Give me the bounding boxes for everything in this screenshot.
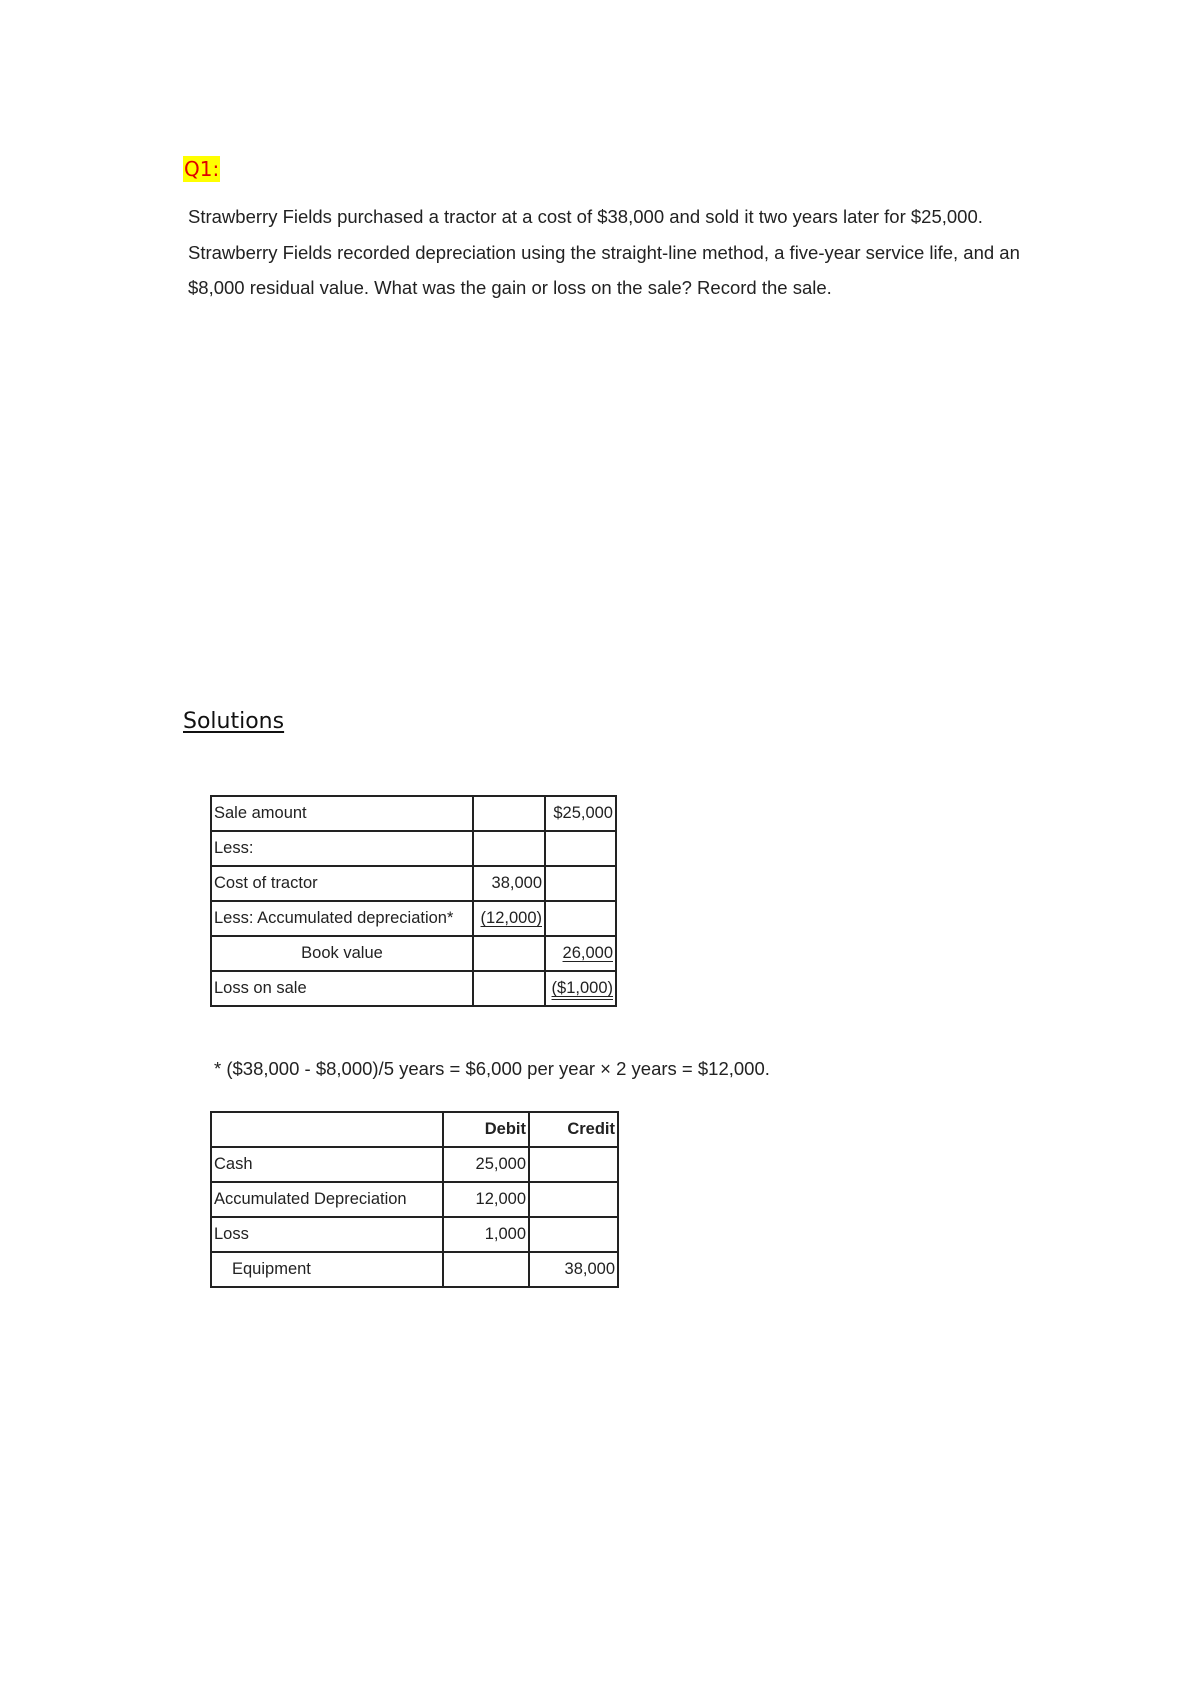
amount-cell	[473, 901, 545, 936]
debit-header: Debit	[443, 1112, 529, 1147]
question-text: Strawberry Fields purchased a tractor at a cost of $38,000 and sold it two years later for $25,000. Strawberry Fields recorded depreciation using the straight-line method, a five-year service life, and an $8,000 residual value. What was the gain or loss on the sale? Record the sale.	[188, 206, 1020, 298]
credit-cell: 38,000	[529, 1252, 618, 1287]
table-row	[211, 1147, 618, 1182]
table-row	[211, 866, 616, 901]
amount-cell	[473, 796, 545, 831]
debit-cell: 12,000	[443, 1182, 529, 1217]
table-row	[211, 936, 616, 971]
loss-amount: ($1,000)	[551, 979, 613, 997]
accumulated-depreciation-amount: (12,000)	[480, 909, 542, 927]
row-label: Cost of tractor	[211, 866, 473, 901]
amount-cell: 38,000	[473, 866, 545, 901]
total-cell	[545, 831, 616, 866]
row-label: Loss on sale	[211, 971, 473, 1006]
credit-cell	[529, 1147, 618, 1182]
row-label: Book value	[211, 936, 473, 971]
journal-entry-table	[210, 1111, 619, 1288]
account-cell: Equipment	[211, 1252, 443, 1287]
table-row	[211, 971, 616, 1006]
credit-cell	[529, 1217, 618, 1252]
row-label: Sale amount	[211, 796, 473, 831]
debit-cell	[443, 1252, 529, 1287]
table-row	[211, 831, 616, 866]
table-row	[211, 796, 616, 831]
amount-cell	[473, 971, 545, 1006]
account-header	[211, 1112, 443, 1147]
credit-cell	[529, 1182, 618, 1217]
depreciation-footnote: * ($38,000 - $8,000)/5 years = $6,000 per year × 2 years = $12,000.	[214, 1058, 770, 1079]
loss-on-sale-table	[210, 795, 617, 1007]
account-cell: Cash	[211, 1147, 443, 1182]
debit-cell: 1,000	[443, 1217, 529, 1252]
amount-cell	[473, 936, 545, 971]
table-row	[211, 1217, 618, 1252]
total-cell	[545, 866, 616, 901]
total-cell	[545, 971, 616, 1006]
total-cell: $25,000	[545, 796, 616, 831]
book-value-amount: 26,000	[562, 944, 613, 962]
table-row	[211, 901, 616, 936]
total-cell	[545, 936, 616, 971]
question-label: Q1:	[184, 157, 220, 181]
table-header-row	[211, 1112, 618, 1147]
credit-header: Credit	[529, 1112, 618, 1147]
solutions-heading: Solutions	[183, 709, 285, 734]
row-label: Less:	[211, 831, 473, 866]
amount-cell	[473, 831, 545, 866]
account-cell: Accumulated Depreciation	[211, 1182, 443, 1217]
total-cell	[545, 901, 616, 936]
account-cell: Loss	[211, 1217, 443, 1252]
row-label: Less: Accumulated depreciation*	[211, 901, 473, 936]
table-row	[211, 1182, 618, 1217]
table-row	[211, 1252, 618, 1287]
debit-cell: 25,000	[443, 1147, 529, 1182]
